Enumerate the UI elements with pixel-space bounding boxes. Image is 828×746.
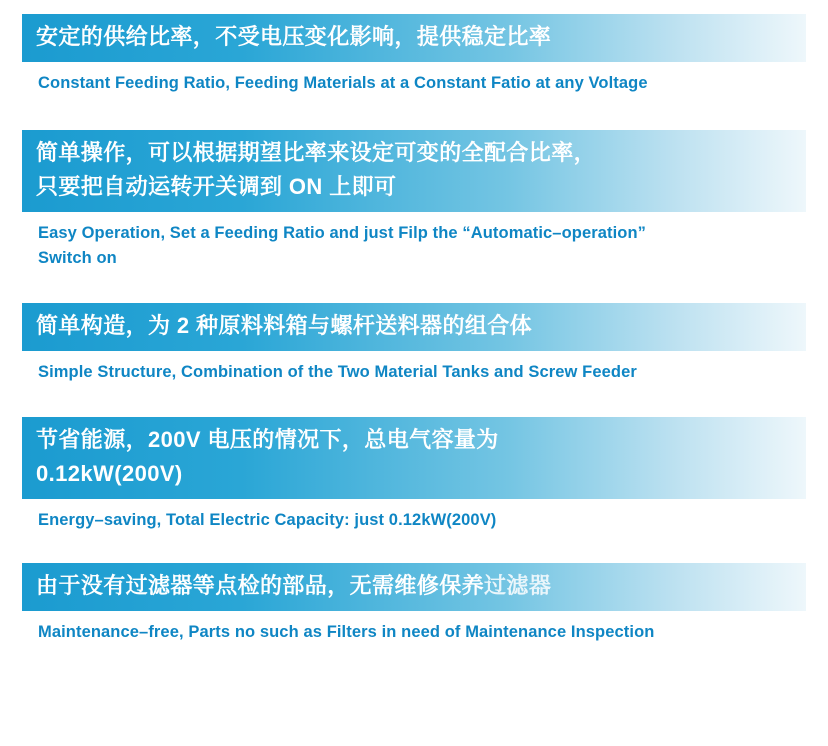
feature-en-line: Maintenance–free, Parts no such as Filters in need of Maintenance Inspection bbox=[38, 623, 655, 641]
feature-cn-text: 由于没有过滤器等点检的部品，无需维修保养 bbox=[36, 573, 485, 598]
feature-en-line: Easy Operation, Set a Feeding Ratio and just Filp the “Automatic–operation” bbox=[38, 224, 647, 242]
feature-item-4 bbox=[22, 417, 806, 537]
feature-cn-line: 简单构造，为 2 种原料料箱与螺杆送料器的组合体 bbox=[36, 313, 533, 338]
feature-en-line: Constant Feeding Ratio, Feeding Materials at a Constant Fatio at any Voltage bbox=[38, 74, 648, 92]
feature-english-2 bbox=[22, 212, 806, 275]
feature-item-1 bbox=[22, 14, 806, 100]
feature-cn-line: 节省能源，200V 电压的情况下，总电气容量为 bbox=[36, 427, 499, 452]
feature-cn-tail: 过滤器 bbox=[484, 573, 552, 598]
feature-item-3 bbox=[22, 303, 806, 389]
feature-cn-line: 安定的供给比率，不受电压变化影响，提供稳定比率 bbox=[36, 24, 552, 49]
feature-en-line: Simple Structure, Combination of the Two Material Tanks and Screw Feeder bbox=[38, 363, 637, 381]
feature-item-2 bbox=[22, 130, 806, 275]
feature-item-5 bbox=[22, 563, 806, 649]
feature-banner-1 bbox=[22, 14, 806, 62]
feature-banner-2 bbox=[22, 130, 806, 212]
feature-english-3 bbox=[22, 351, 806, 389]
feature-cn-line: 简单操作，可以根据期望比率来设定可变的全配合比率， bbox=[36, 140, 597, 165]
feature-cn-line bbox=[36, 569, 792, 603]
feature-banner-4 bbox=[22, 417, 806, 499]
feature-english-1 bbox=[22, 62, 806, 100]
feature-cn-line: 0.12kW(200V) bbox=[36, 461, 183, 486]
feature-cn-line: 只要把自动运转开关调到 ON 上即可 bbox=[36, 174, 397, 199]
feature-en-line: Switch on bbox=[38, 249, 117, 267]
feature-en-line: Energy–saving, Total Electric Capacity: just 0.12kW(200V) bbox=[38, 511, 497, 529]
feature-banner-3 bbox=[22, 303, 806, 351]
feature-banner-5 bbox=[22, 563, 806, 611]
feature-english-4 bbox=[22, 499, 806, 537]
feature-english-5 bbox=[22, 611, 806, 649]
